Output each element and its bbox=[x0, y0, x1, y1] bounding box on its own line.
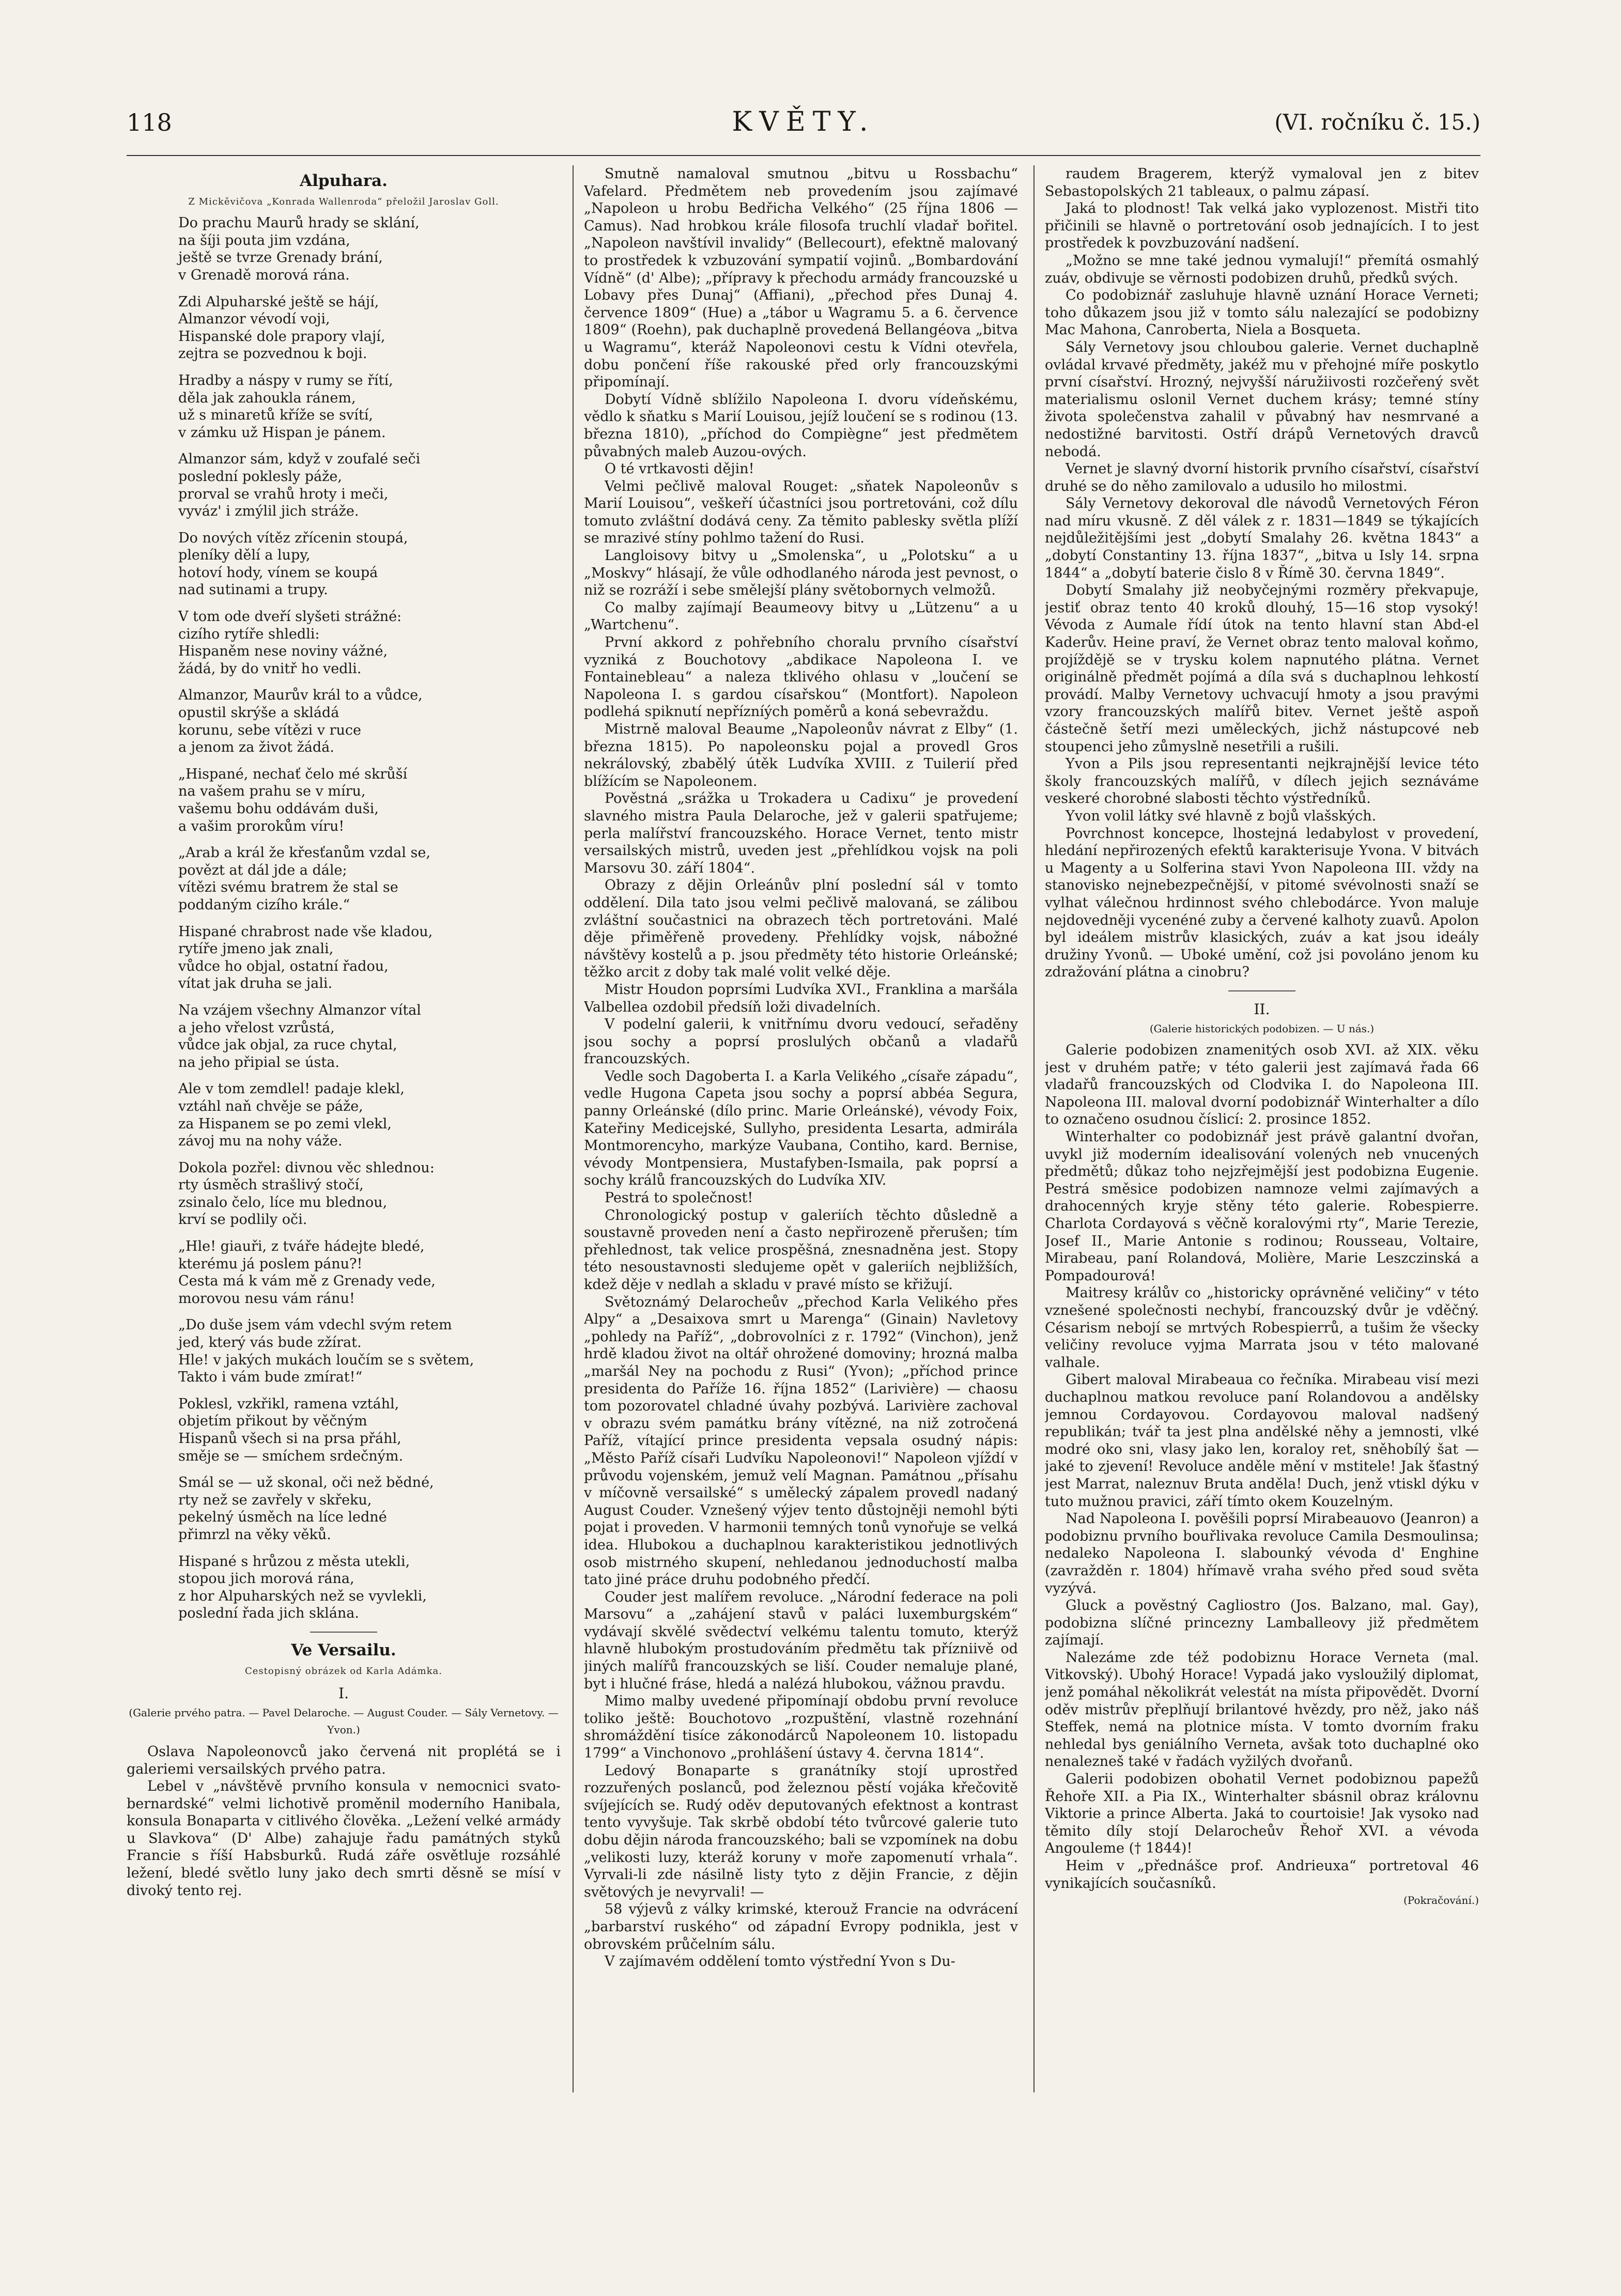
paragraph: O té vrtkavosti dějin! bbox=[605, 461, 754, 477]
paragraph: Dobytí Vídně sblížilo Napoleona I. dvoru vídeňskému, vědlo k sňatku s Marií Louisou, jejíž loučení se s rodinou (13. března 1810), „příchod do Compiègne“ jest předmětem půvabných maleb Auzou-ových. bbox=[584, 391, 1018, 460]
poem-line: prorval se vrahů hroty i meči, bbox=[178, 486, 389, 502]
article-title: Ve Versailu. bbox=[291, 1640, 396, 1659]
page-number: 118 bbox=[127, 108, 172, 136]
poem-line: hotoví hody, vínem se koupá bbox=[178, 564, 378, 581]
paragraph: Sály Vernetovy dekoroval dle návodů Vernetových Féron nad míru vkusně. Z děl válek z r. 1831—1849 se týkajících nejdůležitějšími jest „dobytí Smalahy 26. května 1843“ a „dobytí Constantiny 13. října 1837“, „bitva u Isly 14. srpna 1844“ a „dobytí baterie čislo 8 v Římě 30. června 1849“. bbox=[1045, 495, 1479, 581]
poem-line: zejtra se pozvednou k boji. bbox=[178, 346, 367, 362]
paragraph: Ledový Bonaparte s granátníky stojí uprostřed rozzuřených poslanců, pod železnou pěstí vojáka křečovitě svíjejících se. Rudý oděv deputovaných efektnost a kontrast tento vyvyšuje. Tak skrbě období této tvůrcové galerie tuto dobu dějin národa francouzského; bali se vzpomínek na dobu „velikosti luzy, kteráž koruny v moře zapomenutí vrhala“. Vyrvali-li zde násilně listy tyto z dějin Francie, z dějin světových je nevyrvali! — bbox=[584, 1762, 1018, 1900]
poem-stanza bbox=[127, 293, 561, 363]
poem-line: vůdce ho objal, ostatní řadou, bbox=[178, 958, 389, 974]
paragraph: Gluck a pověstný Cagliostro (Jos. Balzano, mal. Gay), podobizna slíčné princezny Lamballeovy již předmětem zajímají. bbox=[1045, 1597, 1479, 1649]
paragraph: Galerii podobizen obohatil Vernet podobiznou papežů Řehoře XII. a Pia IX., Winterhalter sbásnil obraz královnu Viktorie a prince Alberta. Jaká to courtoisie! Jak vysoko nad těmito díly stojí Delarocheův Řehoř XVI. a vévoda Angouleme († 1844)! bbox=[1045, 1771, 1479, 1857]
poem-line: Hispanské dole prapory vlají, bbox=[178, 328, 385, 345]
poem-line: rty úsměch strašlivý stočí, bbox=[178, 1177, 364, 1193]
poem-line: vyváz' i zmýlil jich stráže. bbox=[178, 503, 359, 520]
paragraph: Obrazy z dějin Orleánův plní poslední sál v tomto oddělení. Dila tato jsou velmi pečlivě malovaná, se zálibou zvláštní součastnici na obrazech těch portretováni. Malé děje přiměřeně provedeny. Přehlídky vojsk, nábožné návštěvy kostelů a p. jsou předměty této historie Orleánské; těžko arcit z doby tak malé volit velké děje. bbox=[584, 877, 1018, 981]
paragraph: 58 výjevů z války krimské, kterouž Francie na odvrácení „barbarství ruského“ od západní Evropy podnikla, jest v obrovském průčelním sálu. bbox=[584, 1901, 1018, 1952]
poem-line: Takto i vám bude zmírat!“ bbox=[178, 1369, 363, 1386]
poem-line: cizího rytíře shledli: bbox=[178, 626, 320, 642]
poem-title: Alpuhara. bbox=[300, 172, 388, 190]
section-number: I. bbox=[338, 1685, 349, 1702]
page-header bbox=[127, 103, 1480, 145]
poem-line: Hispaněm nese noviny vážné, bbox=[178, 643, 388, 660]
poem-stanza bbox=[127, 1474, 561, 1543]
poem-stanza bbox=[127, 1316, 561, 1386]
poem-stanza bbox=[127, 844, 561, 913]
poem-stanza bbox=[127, 687, 561, 756]
poem-line: Na vzájem všechny Almanzor vítal bbox=[178, 1002, 421, 1018]
paragraph: Povrchnost koncepce, lhostejná ledabylost v provedení, hledání nepřirozených efektů karakterisuje Yvona. V bitvách u Magenty a u Solferina stavi Yvon Napoleona III. vždy na stanovisko nejnebezpečnější, v pitomé svévolnosti snaží se vylhat válečnou hrdinnost svého chlebodárce. Yvon maluje nejdovedněji vycenéné zuby a červené kalhoty zuavů. Apolon byl ideálem mistrův klasických, zuáv a kat jsou ideály družiny Yvonů. — Uboké umění, což jsi povoláno jenom ku zdražování plátna a cinobru? bbox=[1045, 825, 1479, 981]
poem-line: poslední poklesly páže, bbox=[178, 468, 342, 485]
paragraph: Gibert maloval Mirabeaua co řečníka. Mirabeau visí mezi duchaplnou matkou revoluce paní Rolandovou a andělsky jemnou Cordayovou. Cordayovou maloval nadšený republikán; tvář ta jest plna andělské něhy a jemnosti, vlké modré oko sni, vlasy jako len, koraloy ret, sněhobílý šat — jaké to zjevení! Revoluce anděle mění v mstitele! Jak šťastný jest Marrat, naleznuv Bruta anděla! Duch, jenž vtiskl dýku v tuto mužnou pravici, září tímto okem Kouzelným. bbox=[1045, 1372, 1479, 1510]
poem-line: vůdce jak objal, za ruce chytal, bbox=[178, 1037, 397, 1053]
paragraph: Velmi pečlivě maloval Rouget: „sňatek Napoleonův s Marií Louisou“, veškeří účastníci jsou portretováni, což dílu tomuto zvláštní dodává ceny. Za těmito pablesky světla plíží se mrazivé stíny pohlmo tažení do Rusi. bbox=[584, 478, 1018, 547]
issue-label: (VI. ročníku č. 15.) bbox=[1274, 110, 1480, 135]
column-3 bbox=[1045, 165, 1479, 2118]
paragraph: Sály Vernetovy jsou chloubou galerie. Vernet duchaplně ovládal krvavé předměty, jakéž mu v přehojné míře poskytlo první císařství. Hrozný, nejvyšší náružiivosti rozčeřený svět materialismu oslonil Vernet duchem krásy; temné stíny života společenstva zahalil v půvabný hav nesmrvané a nedostižné barvitosti. Ostří drápů Vernetových dravců nebodá. bbox=[1045, 339, 1479, 460]
article-body-col2 bbox=[584, 165, 1018, 1971]
paragraph: Jaká to plodnost! Tak velká jako vyplozenost. Mistři tito přičinili se hlavně o portretování osob jednajících. I to jest prostředek k povzbuzování nadšení. bbox=[1045, 200, 1479, 252]
poem-line: poslední řada jich sklána. bbox=[178, 1605, 359, 1622]
poem-stanza bbox=[127, 1159, 561, 1229]
poem-line: poddaným cizího krále.“ bbox=[178, 896, 350, 913]
poem-line: vztáhl naň chvěje se páže, bbox=[178, 1098, 363, 1114]
paragraph: Langloisovy bitvy u „Smolenska“, u „Polotsku“ a u „Moskvy“ hlásají, že vůle odhodlaného národa jest pevnost, o niž se rozráží i sebe smělejší plány světobornych velmožů. bbox=[584, 548, 1018, 599]
poem-source: Z Mickěvičova „Konrada Wallenroda“ přeložil Jaroslav Goll. bbox=[188, 196, 499, 207]
poem-line: kterému já poslem pánu?! bbox=[178, 1255, 363, 1272]
column-1 bbox=[127, 165, 561, 2118]
poem-line: opustil skrýše a skládá bbox=[178, 705, 339, 721]
poem-line: žádá, by do vnitř ho vedli. bbox=[178, 660, 362, 677]
paragraph: Lebel v „návštěvě prvního konsula v nemocnici svato-bernardské“ velmi lichotivě proměnil moderního Hanibala, konsula Bonaparta v citlivého člověka. „Ležení velké armády u Slavkova“ (D' Albe) zahajuje řadu památných styků Francie s říší Habsburků. Rudá záře osvětluje rozsáhlé ležení, bledé světlo luny jako dech smrti děsně se mísí v divoký tento rej. bbox=[127, 1778, 561, 1899]
poem-line: povězt at dál jde a dále; bbox=[178, 862, 347, 878]
poem-line: přimrzl na věky věků. bbox=[178, 1526, 331, 1543]
poem-line: Almanzor, Maurův král to a vůdce, bbox=[178, 687, 423, 704]
poem-line: Do nových vítěz zřícenin stoupá, bbox=[178, 530, 408, 546]
section-note: (Galerie prvého patra. — Pavel Delaroche. — August Couder. — Sály Vernetovy. — Yvon.) bbox=[129, 1706, 559, 1736]
paragraph: V podelní galerii, k vnitřnímu dvoru vedoucí, seřaděny jsou sochy a poprsí proslulých občanů a vladařů francouzských. bbox=[584, 1016, 1018, 1067]
poem-stanza bbox=[127, 451, 561, 520]
poem-line: z hor Alpuharských než se vyvlekli, bbox=[178, 1588, 427, 1604]
paragraph: Dobytí Smalahy již neobyčejnými rozměry překvapuje, jestiť obraz tento 40 kroků dlouhý, 15—16 stop vysoký! Vévoda z Aumale řídí útok na tento hlavní stan Abd-el Kaderův. Heine praví, že Vernet obraz tento maloval koňmo, projíždějě se v trysku kolem napnutého plátna. Vernet originálně předmět pojímá a díla svá s duchaplnou lehkostí provádí. Malby Vernetovy uchvacují hmoty a jsou pravými vzory francouzských malířů bitev. Vernet ještě aspoň částečně šetří mezi uměleckých, jichž nástupcové neb stoupenci jeho zůmyslně nesetřili a rušili. bbox=[1045, 582, 1479, 755]
poem-line: v Grenadě morová rána. bbox=[178, 267, 350, 283]
paragraph: Nad Napoleona I. pověšili poprsí Mirabeauovo (Jeanron) a podobiznu prvního bouřlivaka revoluce Camila Desmoulinsa; nedaleko Napoleona I. slabounký vévoda d' Enghine (zavražděn r. 1804) hřímavě vraha svého před soud světa vyzývá. bbox=[1045, 1511, 1479, 1596]
poem-line: Hispané chrabrost nade vše kladou, bbox=[178, 923, 433, 940]
paragraph: Vedle soch Dagoberta I. a Karla Velikého „císaře západu“, vedle Hugona Capeta jsou sochy a poprsí abbéa Segura, panny Orleánské (dílo princ. Marie Orleánské), vévody Foix, Kateřiny Medicejské, Sullyho, presidenta Lesarta, admirála Montmorencyho, markýze Vaubana, Contiho, kard. Bernise, vévody Montpensiera, Mustafyben-Ismaila, pak poprsí a sochy králů francouzských do Ludvíka XIV. bbox=[584, 1068, 1018, 1189]
paragraph: Couder jest malířem revoluce. „Národní federace na poli Marsovu“ a „zahájení stavů v paláci luxemburgském“ vydávají skvělé svědectví velkému talentu tomuto, kterýž hlavně hlubokým prostudováním předmětu tak přízniivě od jiných malířů francouzských se liší. Couder nemaluje plané, byt i hlučné fráse, hledá a nalézá hlubokou, vážnou pravdu. bbox=[584, 1589, 1018, 1692]
poem-line: na šíji pouta jim vzdána, bbox=[178, 232, 350, 249]
paragraph: Pestrá to společnost! bbox=[605, 1190, 753, 1206]
paragraph: Co malby zajímají Beaumeovy bitvy u „Lützenu“ a u „Wartchenu“. bbox=[584, 599, 1018, 633]
poem-line: nad sutinami a trupy. bbox=[178, 582, 328, 598]
paragraph: Oslava Napoleonovců jako červená nit proplétá se i galeriemi versailských prvého patra. bbox=[127, 1743, 561, 1777]
paragraph: Co podobiznář zasluhuje hlavně uznání Horace Verneti; toho důkazem jsou již v tomto sálu nalezající se podobizny Mac Mahona, Canroberta, Niela a Bosqueta. bbox=[1045, 287, 1479, 338]
section-number: II. bbox=[1254, 1000, 1270, 1018]
paragraph: Nalezáme zde též podobiznu Horace Verneta (mal. Vitkovský). Ubohý Horace! Vypadá jako vysloužilý diplomat, jenž pomáhal několikrát velestát na místa připovědět. Dvorní oděv mistrův přeplňují brilantové hvězdy, pro něž, jako náš Steffek, nemá na plotnice místa. V tomto dvorním fraku nehledal bys geniálního Verneta, avšak toto duchaplné oko nenalezneš také v řadách vyžilých dvořanů. bbox=[1045, 1649, 1479, 1770]
paragraph: „Možno se mne také jednou vymalují!“ přemítá osmahlý zuáv, obdivuje se věrnosti podobizen druhů, předků svých. bbox=[1045, 252, 1479, 286]
section-note: (Galerie historických podobizen. — U nás.) bbox=[1149, 1022, 1375, 1035]
poem-line: Hradby a náspy v rumy se řítí, bbox=[178, 372, 393, 389]
poem-line: pleníky dělí a lupy, bbox=[178, 547, 311, 564]
poem-line: zsinalo čelo, líce mu blednou, bbox=[178, 1194, 388, 1211]
paragraph: Maitresy králův co „historicky oprávněné veličiny“ v této vznešené společnosti nechybí, francouzský dvůr je vděčný. Césarism nebojí se mrtvých Robespierrů, a tušim že všecky veličiny revoluce vyjma Marrata jsou v této malované valhale. bbox=[1045, 1285, 1479, 1371]
paragraph: V zajímavém oddělení tomto výstřední Yvon s Du- bbox=[605, 1953, 955, 1970]
poem-line: stopou jich morová rána, bbox=[178, 1571, 354, 1587]
divider bbox=[1228, 990, 1295, 991]
poem-line: V tom ode dveří slyšeti strážné: bbox=[178, 609, 402, 625]
poem-stanza bbox=[127, 923, 561, 992]
paragraph: Chronologický postup v galeriích těchto důsledně a soustavně proveden není a často nepřirozeně přerušen; tím přehlednost, tak velice prospěšná, znesnadněna jest. Stopy této nesoustavnosti sledujeme opět v galeriích nejbližších, kdež děje v nedlah a skladu v pravé místo se křižují. bbox=[584, 1207, 1018, 1293]
poem-line: „Hispané, nechať čelo mé skrůší bbox=[178, 766, 408, 782]
paragraph: Mimo malby uvedené připomínají obdobu první revoluce toliko ještě: Bouchotovo „rozpuštění, vlastně rozehnání shromáždění tisíce zákonodárců Napoleonem 10. listopadu 1799“ a Vinchonovo „prohlášení ústavy 4. června 1814“. bbox=[584, 1693, 1018, 1762]
poem-line: Hle! v jakých mukách loučím se s světem, bbox=[178, 1352, 474, 1368]
paragraph: Smutně namaloval smutnou „bitvu u Rossbachu“ Vafelard. Předmětem neb provedením jsou zajímavé „Napoleon u hrobu Bedřicha Velkého“ (25 října 1806 — Camus). Nad hrobkou krále filosofa truchlí vladař bořitel. „Napoleon navštívil invalidy“ (Bellecourt), efektně malovaný to prostředek k vzbuzování sympatií vojinů. „Bombardování Vídně“ (d' Albe); „přípravy k přechodu armády francouzské u Lobavy přes Dunaj“ (Affiani), „přechod přes Dunaj 4. července 1809“ (Hue) a „tábor u Wagramu 5. a 6. července 1809“ (Roehn), pak duchaplně provedená Bellangéova „bitva u Wagramu“, kteráž Napoleonovi cestu k Vídni otevřela, dobu pončení říše rakouské před orly francouzskými připomínají. bbox=[584, 166, 1018, 391]
poem-line: Cesta má k vám mě z Grenady vede, bbox=[178, 1273, 436, 1290]
poem-stanza bbox=[127, 1238, 561, 1307]
column-rule bbox=[573, 165, 574, 2092]
column-rule bbox=[1033, 165, 1035, 2092]
poem-stanza bbox=[127, 214, 561, 284]
article-body-col3b bbox=[1045, 1042, 1479, 1892]
poem-line: krví se podlily oči. bbox=[178, 1212, 307, 1228]
poem-line: a vašim prorokům víru! bbox=[178, 818, 345, 834]
article-body-col3 bbox=[1045, 165, 1479, 981]
poem-line: vašemu bohu oddávám duši, bbox=[178, 801, 379, 817]
poem-line: ještě se tvrze Grenady brání, bbox=[178, 250, 383, 266]
paragraph: Mistr Houdon poprsími Ludvíka XVI., Franklina a maršála Valbellea ozdobil předsíň loži divadelních. bbox=[584, 981, 1018, 1015]
paragraph: raudem Bragerem, kterýž vymaloval jen z bitev Sebastopolských 21 tableaux, o palmu zápasí. bbox=[1045, 166, 1479, 199]
poem-stanza bbox=[127, 766, 561, 835]
poem-line: „Arab a král že křesťanům vzdal se, bbox=[178, 845, 430, 861]
poem-body bbox=[127, 214, 561, 1622]
poem-line: a jeho vřelost vzrůstá, bbox=[178, 1019, 335, 1036]
column-2 bbox=[584, 165, 1018, 2118]
poem-line: za Hispanem se po zemi vlekl, bbox=[178, 1115, 392, 1132]
poem-line: a jenom za život žádá. bbox=[178, 739, 334, 756]
poem-stanza bbox=[127, 1002, 561, 1071]
poem-line: vítězi svému bratrem že stal se bbox=[178, 879, 398, 896]
paragraph: Světoznámý Delarocheův „přechod Karla Velikého přes Alpy“ a „Desaixova smrt u Marenga“ (Ginain) Navletovy „pohledy na Paříž“, „dobrovolníci z r. 1792“ (Vinchon), jenž hrdě kladou život na oltář ohrožené domoviny; hrozná malba „maršál Ney na pochodu z Rusi“ (Yvon); „příchod prince presidenta do Paříže 16. října 1852“ (Larivière) — chaosu tom pozorovatel chladné úvahy pozbývá. Larivière zachoval v obrazu svém památku brány vítězné, na niž zotročená Paříž, vítající prince presidenta vepsala osudný nápis: „Město Paříž císaři Ludvíku Napoleonovi!“ Napoleon vjíždí v průvodu vojenském, jemuž velí Magnan. Památnou „přísahu v míčovně versailské“ s umělecký zápalem provedl nadaný August Couder. Vznešený výjev tento důstojněji nemohl býti pojat i proveden. V harmonii temných tonů vynořuje se velká idea. Hlubokou a duchaplnou karakteristikou jednotlivých osob mistrného skupení, nehledanou jednoduchostí malba tato jiné práce druhu podobného předčí. bbox=[584, 1294, 1018, 1588]
poem-stanza bbox=[127, 530, 561, 599]
poem-line: už s minaretů kříže se svítí, bbox=[178, 407, 373, 424]
poem-line: vítat jak druha se jali. bbox=[178, 975, 333, 992]
continued-note: (Pokračování.) bbox=[1403, 1894, 1479, 1907]
poem-line: pekelný úsměch na líce ledné bbox=[178, 1509, 387, 1526]
poem-line: Do prachu Maurů hrady se sklání, bbox=[178, 215, 420, 231]
poem-line: v zámku už Hispan je pánem. bbox=[178, 424, 386, 441]
poem-line: Hispanů všech si na prsa přáhl, bbox=[178, 1431, 402, 1447]
poem-line: objetím přikout by věčným bbox=[178, 1413, 367, 1430]
poem-line: rty než se zavřely v skřeku, bbox=[178, 1492, 372, 1508]
poem-line: „Do duše jsem vám vdechl svým retem bbox=[178, 1317, 452, 1333]
poem-line: „Hle! giauři, z tváře hádejte bledé, bbox=[178, 1238, 425, 1255]
article-body-col1 bbox=[127, 1743, 561, 1899]
poem-line: Poklesl, vzkřikl, ramena vztáhl, bbox=[178, 1395, 399, 1412]
poem-line: děla jak zahoukla ránem, bbox=[178, 390, 356, 406]
poem-line: rytíře jmeno jak znali, bbox=[178, 941, 334, 957]
running-title: KVĚTY. bbox=[732, 106, 875, 137]
poem-line: závoj mu na nohy váže. bbox=[178, 1133, 343, 1150]
poem-line: na jeho připial se ústa. bbox=[178, 1054, 339, 1071]
poem-line: Hispané s hrůzou z města utekli, bbox=[178, 1553, 410, 1570]
poem-stanza bbox=[127, 608, 561, 677]
paragraph: Pověstná „srážka u Trokadera u Cadixu“ je provedení slavného mistra Paula Delaroche, jež v galerii spatřujeme; perla malířství francouzského. Horace Vernet, tento mistr versailských mistrů, uveden jest „přehlídkou vojsk na poli Marsovu 30. září 1804“. bbox=[584, 790, 1018, 876]
poem-stanza bbox=[127, 1080, 561, 1150]
poem-line: korunu, sebe vítězi v ruce bbox=[178, 722, 361, 738]
poem-line: směje se — smíchem srdečným. bbox=[178, 1448, 404, 1464]
poem-stanza bbox=[127, 1553, 561, 1622]
paragraph: Heim v „přednášce prof. Andrieuxa“ portretoval 46 vynikajících současníků. bbox=[1045, 1858, 1479, 1891]
poem-line: jed, který vás bude zžírat. bbox=[178, 1335, 362, 1351]
divider bbox=[310, 1632, 377, 1633]
poem-stanza bbox=[127, 1395, 561, 1465]
poem-line: Almanzor vévodí voji, bbox=[178, 311, 330, 328]
paragraph: Yvon a Pils jsou representanti nejkrajnější levice této školy francouzských malířů, v dílech jejich seznáváme veskeré chorobné slabosti těchto výstředníků. bbox=[1045, 756, 1479, 807]
paragraph: Vernet je slavný dvorní historik prvního císařství, císařství druhé se do něho zamilovalo a udusilo ho milostmi. bbox=[1045, 461, 1479, 494]
poem-line: Smál se — už skonal, oči než bědné, bbox=[178, 1475, 434, 1491]
poem-line: Ale v tom zemdlel! padaje klekl, bbox=[178, 1081, 405, 1097]
paragraph: První akkord z pohřebního choralu prvního císařství vyzniká z Bouchotovy „abdikace Napoleona I. ve Fontainebleau“ a naleza tklivého ohlasu v „loučení se Napoleona I. s gardou císařskou“ (Montfort). Napoleon podlehá spiknutí nepřízníých poměrů a koná sebevraždu. bbox=[584, 634, 1018, 720]
poem-line: na vašem prahu se v míru, bbox=[178, 783, 366, 800]
header-rule bbox=[127, 155, 1480, 156]
poem-stanza bbox=[127, 372, 561, 441]
paragraph: Winterhalter co podobiznář jest právě galantní dvořan, uvykl již moderním idealisování volených neb vnucených předmětů; důkaz toho nejzřejmější jest podobizna Eugenie. Pestrá směsice podobizen namnoze velmi zajímavých a drahocenných kryje stěny této galerie. Robespierre. Charlota Cordayová s věčně koralovými rty“, Marie Terezie, Josef II., Marie Antonie s rodinou; Rousseau, Voltaire, Mirabeau, paní Rolandová, Molière, Marie Leszczinská a Pompadourová! bbox=[1045, 1129, 1479, 1284]
poem-line: Zdi Alpuharské ještě se hájí, bbox=[178, 293, 379, 310]
paragraph: Mistrně maloval Beaume „Napoleonův návrat z Elby“ (1. března 1815). Po napoleonsku pojal a provedl Gros nekrálovský, zbabělý útěk Ludvíka XVIII. z Tuilerií před blížícím se Napoleonem. bbox=[584, 721, 1018, 789]
poem-line: morovou nesu vám ránu! bbox=[178, 1290, 355, 1307]
poem-line: Almanzor sám, když v zoufalé seči bbox=[178, 451, 421, 468]
paragraph: Galerie podobizen znamenitých osob XVI. až XIX. věku jest v druhém patře; v této galerii jest zajímavá řada 66 vladařů francouzských od Clodvika I. do Napoleona III. Napoleona III. maloval dvorní podobiznář Winterhalter a dílo to označeno osudnou číslicí: 2. prosince 1852. bbox=[1045, 1042, 1479, 1128]
article-subtitle: Cestopisný obrázek od Karla Adámka. bbox=[245, 1665, 442, 1677]
paragraph: Yvon volil látky své hlavně z bojů vlašských. bbox=[1066, 808, 1377, 824]
poem-line: Dokola pozřel: divnou věc shlednou: bbox=[178, 1159, 435, 1176]
